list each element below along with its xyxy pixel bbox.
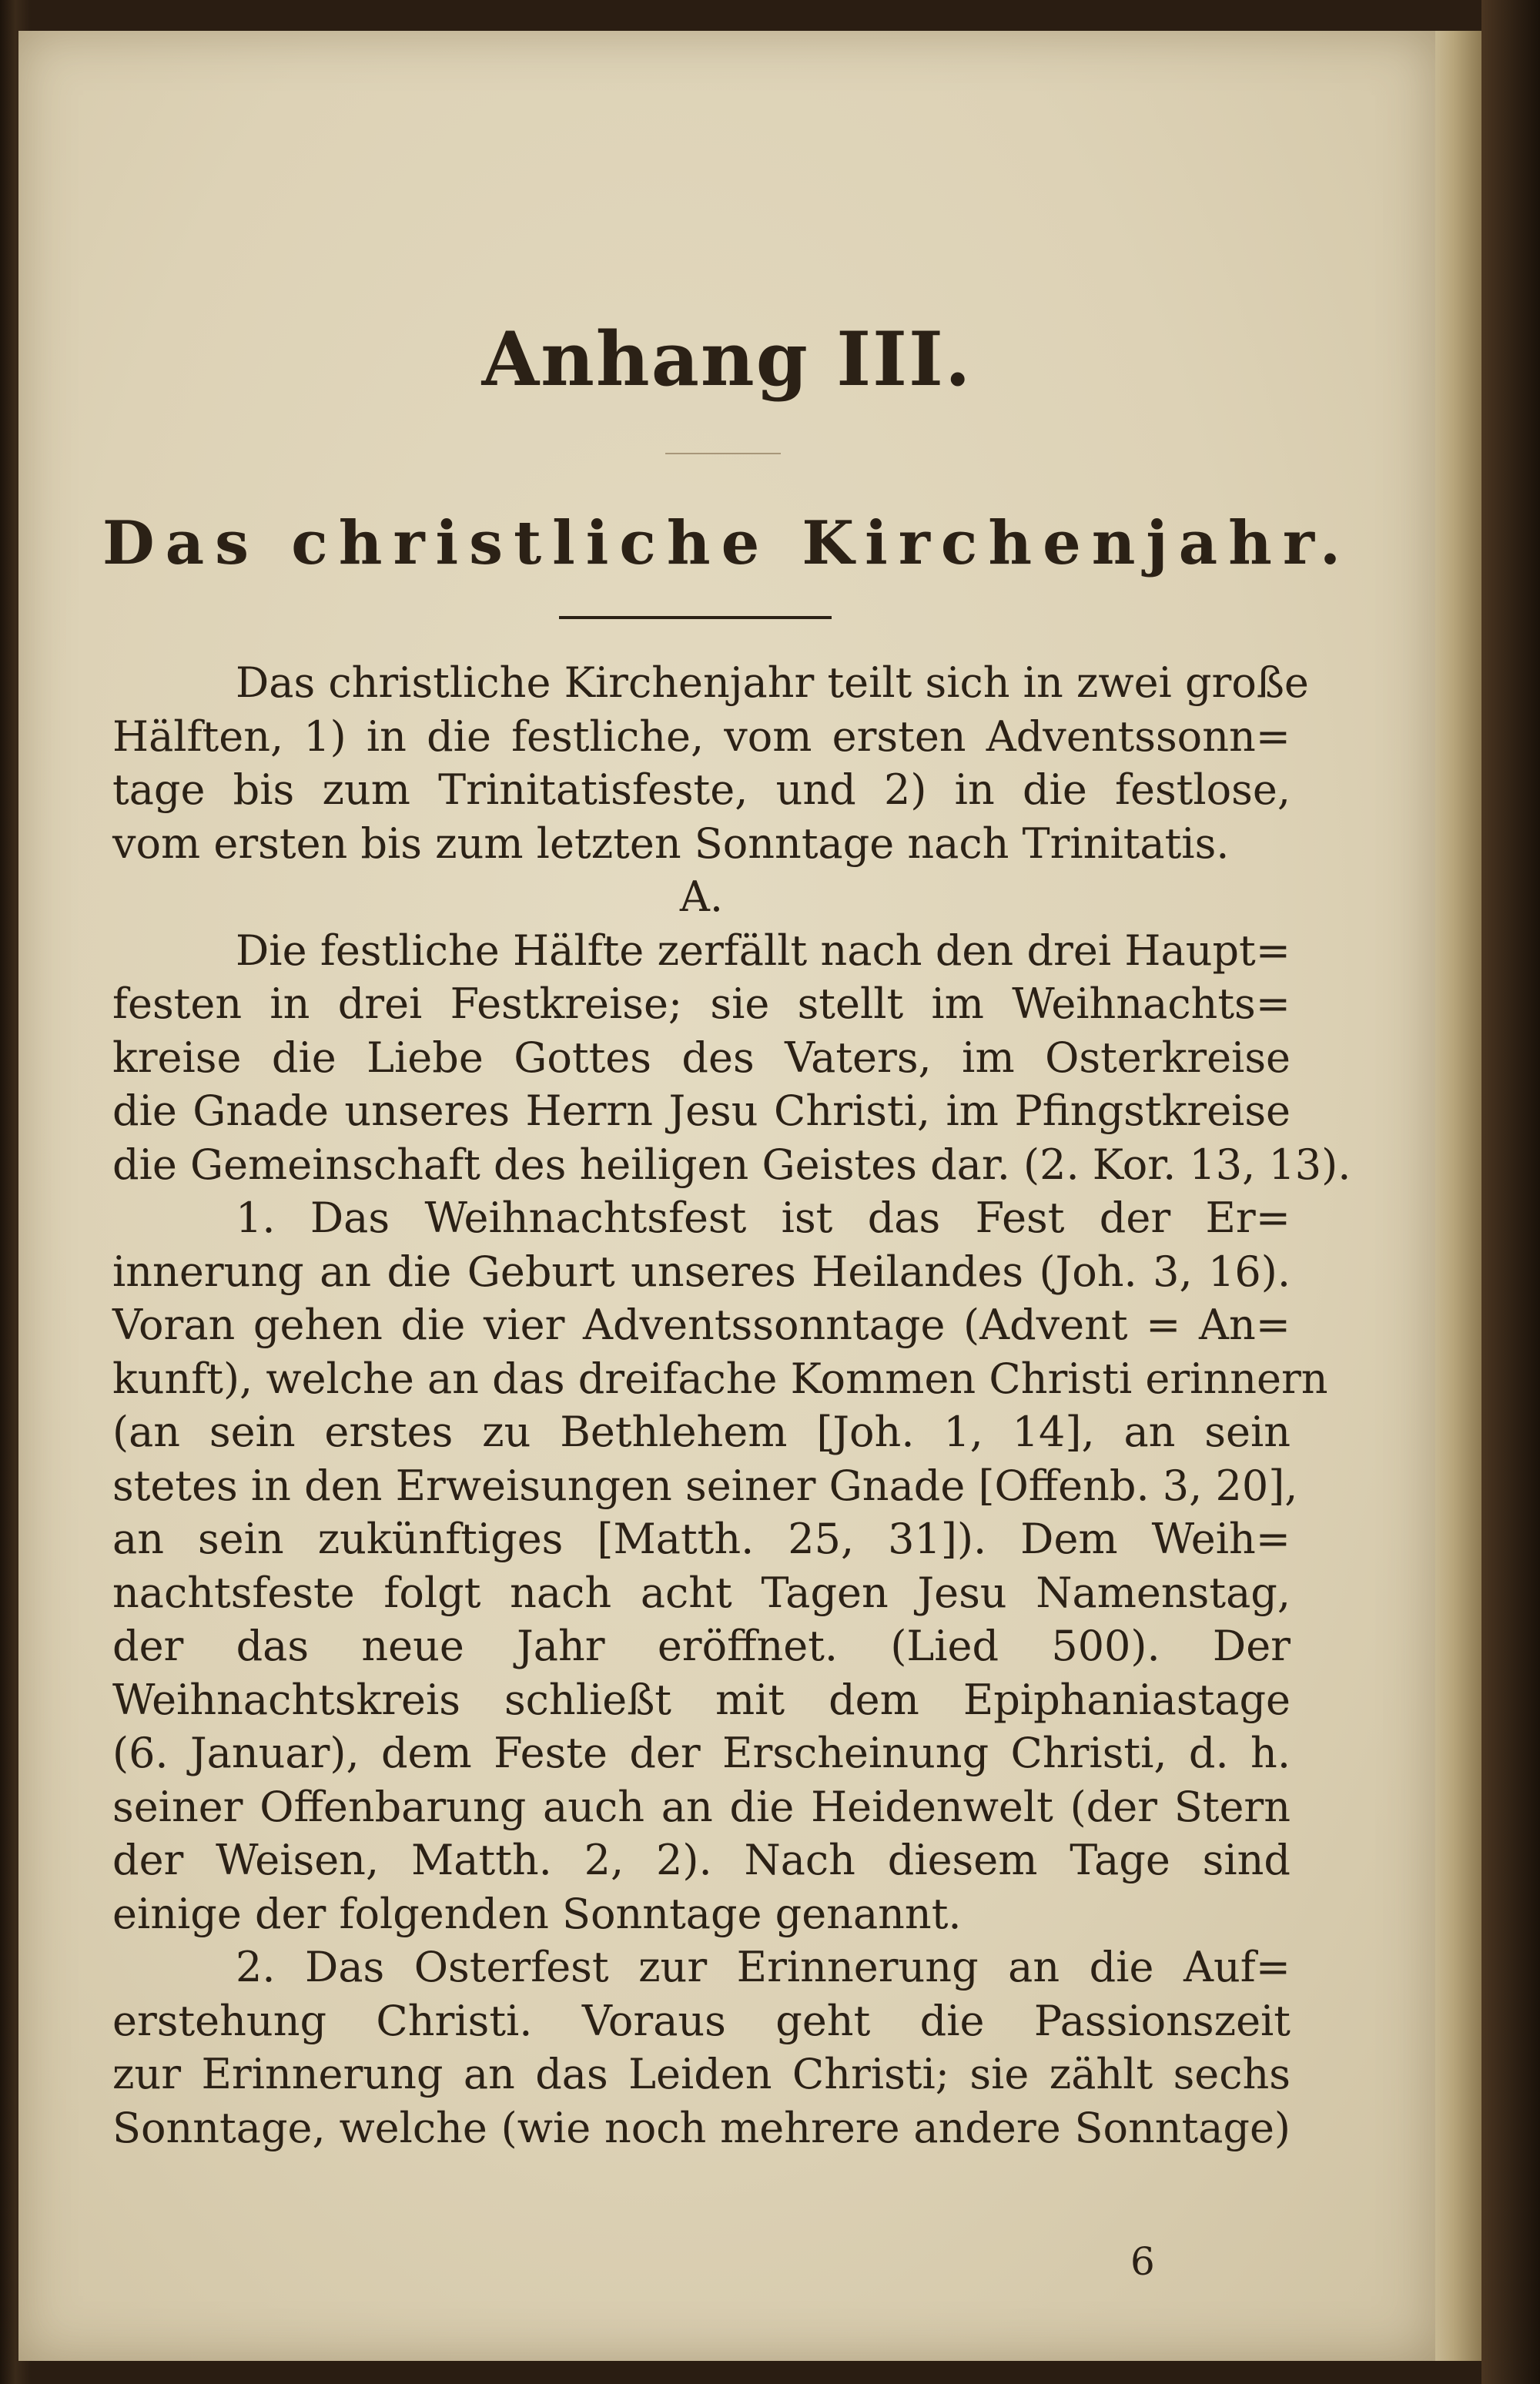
text-line: 1. Das Weihnachtsfest ist das Fest der Er=	[236, 1194, 1291, 1242]
text-line: kunft), welche an das dreifache Kommen Christi erinnern	[112, 1354, 1328, 1403]
title-rule	[559, 616, 832, 619]
text-line: (an sein erstes zu Bethlehem [Joh. 1, 14], an sein	[112, 1408, 1291, 1456]
text-line: vom ersten bis zum letzten Sonntage nach Trinitatis.	[112, 819, 1230, 868]
text-line: Voran gehen die vier Adventssonntage (Advent = An=	[112, 1301, 1291, 1349]
text-line: seiner Offenbarung auch an die Heidenwelt (der Stern	[112, 1782, 1291, 1831]
text-line: festen in drei Festkreise; sie stellt im Weihnachts=	[112, 979, 1291, 1028]
text-line: kreise die Liebe Gottes des Vaters, im Osterkreise	[112, 1033, 1291, 1082]
text-line: einige der folgenden Sonntage genannt.	[112, 1889, 962, 1938]
text-line: 2. Das Osterfest zur Erinnerung an die Auf=	[236, 1943, 1291, 1991]
text-line: zur Erinnerung an das Leiden Christi; sie zählt sechs	[112, 2050, 1291, 2098]
text-line: Die festliche Hälfte zerfällt nach den drei Haupt=	[236, 926, 1291, 975]
text-line: der das neue Jahr eröffnet. (Lied 500). Der	[112, 1622, 1291, 1670]
page-heading: Anhang III.	[481, 316, 973, 403]
text-line: tage bis zum Trinitatisfeste, und 2) in die festlose,	[112, 765, 1291, 814]
page-number: 6	[1130, 2239, 1155, 2284]
section-title: Das christliche Kirchenjahr.	[102, 508, 1351, 578]
text-line: der Weisen, Matth. 2, 2). Nach diesem Tage sind	[112, 1836, 1291, 1884]
text-line: die Gnade unseres Herrn Jesu Christi, im Pfingstkreise	[112, 1087, 1291, 1135]
text-line: Weihnachtskreis schließt mit dem Epiphaniastage	[112, 1675, 1291, 1724]
text-line: (6. Januar), dem Feste der Erscheinung Christi, d. h.	[112, 1729, 1291, 1777]
text-line: Das christliche Kirchenjahr teilt sich in zwei große	[236, 658, 1309, 707]
text-line: Sonntage, welche (wie noch mehrere andere Sonntage)	[112, 2103, 1291, 2152]
body-text	[112, 656, 1351, 2155]
text-line: Hälften, 1) in die festliche, vom ersten Adventssonn=	[112, 712, 1291, 761]
text-line: innerung an die Geburt unseres Heilandes (Joh. 3, 16).	[112, 1247, 1291, 1296]
section-letter: A.	[679, 872, 724, 921]
book-cover-edge	[1481, 0, 1540, 2384]
text-line: an sein zukünftiges [Matth. 25, 31]). Dem Weih=	[112, 1515, 1291, 1563]
text-line: nachtsfeste folgt nach acht Tagen Jesu Namenstag,	[112, 1568, 1291, 1617]
paper-page	[18, 31, 1435, 2361]
text-line: erstehung Christi. Voraus geht die Passionszeit	[112, 1996, 1291, 2045]
page-edges	[1435, 31, 1481, 2361]
text-line: stetes in den Erweisungen seiner Gnade [Offenb. 3, 20],	[112, 1461, 1298, 1510]
text-line: die Gemeinschaft des heiligen Geistes dar. (2. Kor. 13, 13).	[112, 1140, 1351, 1189]
heading-divider	[665, 453, 781, 454]
